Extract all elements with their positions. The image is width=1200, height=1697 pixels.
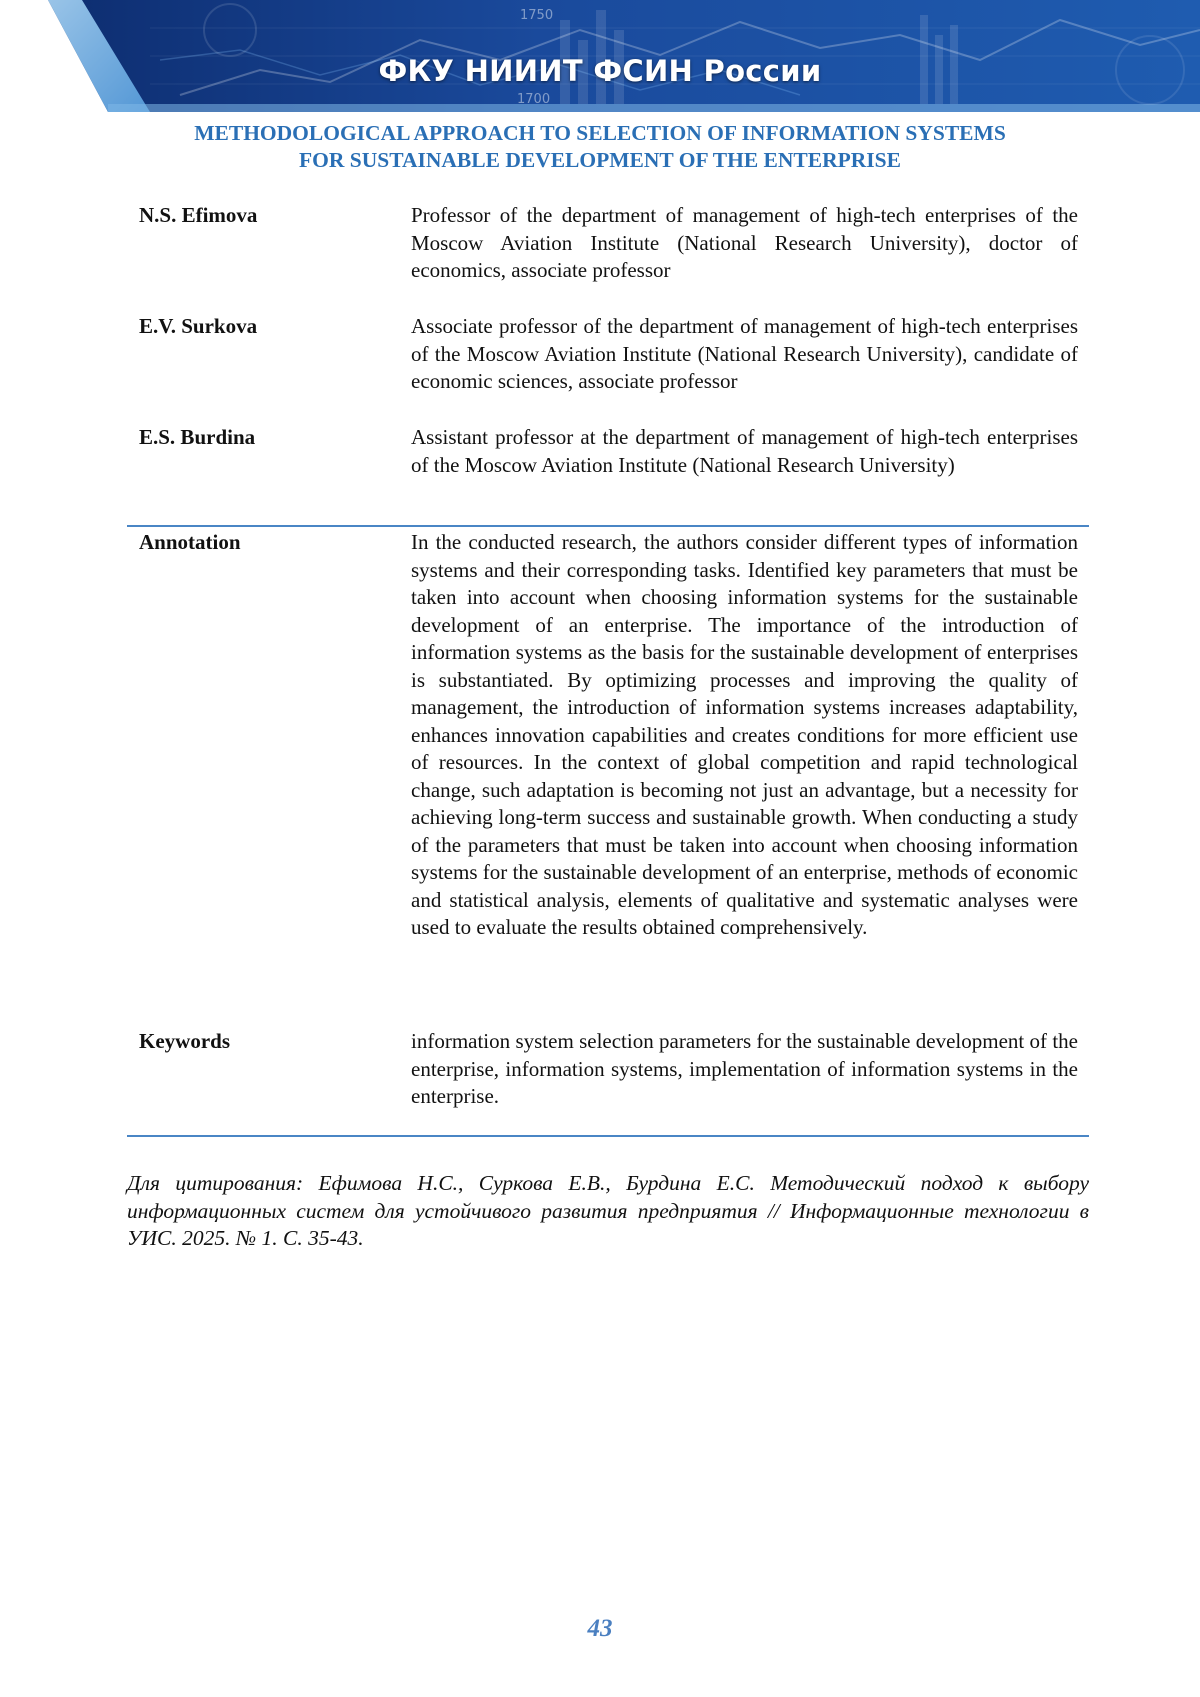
keywords-label: Keywords [139,1029,230,1053]
section-divider-top [127,525,1089,527]
author-affiliation-3: Assistant professor at the department of management of high-tech enterprises of the Moscow Aviation Institute (National Research University) [411,425,1078,477]
author-name-2: E.V. Surkova [139,314,258,338]
author-affiliation-2: Associate professor of the department of management of high-tech enterprises of the Moscow Aviation Institute (National Research University), candidate of economic sciences, associate professor [411,314,1078,393]
article-title-line-2: FOR SUSTAINABLE DEVELOPMENT OF THE ENTERPRISE [299,148,901,172]
author-name-1: N.S. Efimova [139,203,258,227]
article-title-line-1: METHODOLOGICAL APPROACH TO SELECTION OF INFORMATION SYSTEMS [194,121,1006,145]
page-number: 43 [587,1615,613,1642]
banner-number-bottom: 1700 [517,92,551,107]
section-divider-bottom [127,1135,1089,1137]
header-banner [0,0,1200,112]
journal-publisher-title: ФКУ НИИИТ ФСИН России [378,54,822,88]
citation-text: Для цитирования: Ефимова Н.С., Суркова Е.В., Бурдина Е.С. Методический подход к выбору информационных систем для устойчивого развития предприятия // Информационные технологии в УИС. 2025. № 1. С. 35-43. [127,1171,1089,1250]
author-affiliation-1: Professor of the department of management of high-tech enterprises of the Moscow Aviation Institute (National Research University), doctor of economics, associate professor [411,203,1078,282]
annotation-label: Annotation [139,530,241,554]
author-name-3: E.S. Burdina [139,425,256,449]
keywords-text: information system selection parameters for the sustainable development of the enterprise, information systems, implementation of information systems in the enterprise. [411,1029,1078,1108]
article-title [100,120,1100,174]
annotation-text: In the conducted research, the authors consider different types of information systems and their corresponding tasks. Identified key parameters that must be taken into account when choosing information systems for the sustainable development of an enterprise. The importance of the introduction of information systems as the basis for the sustainable development of enterprises is substantiated. By optimizing processes and improving the quality of management, the introduction of information systems increases adaptability, enhances innovation capabilities and creates conditions for more efficient use of resources. In the context of global competition and rapid technological change, such adaptation is becoming not just an advantage, but a necessity for achieving long-term success and sustainable growth. When conducting a study of the parameters that must be taken into account when choosing information systems for the sustainable development of an enterprise, methods of economic and statistical analysis, elements of qualitative and systematic analyses were used to evaluate the results obtained comprehensively. [411,530,1078,939]
banner-number-top: 1750 [520,8,554,23]
